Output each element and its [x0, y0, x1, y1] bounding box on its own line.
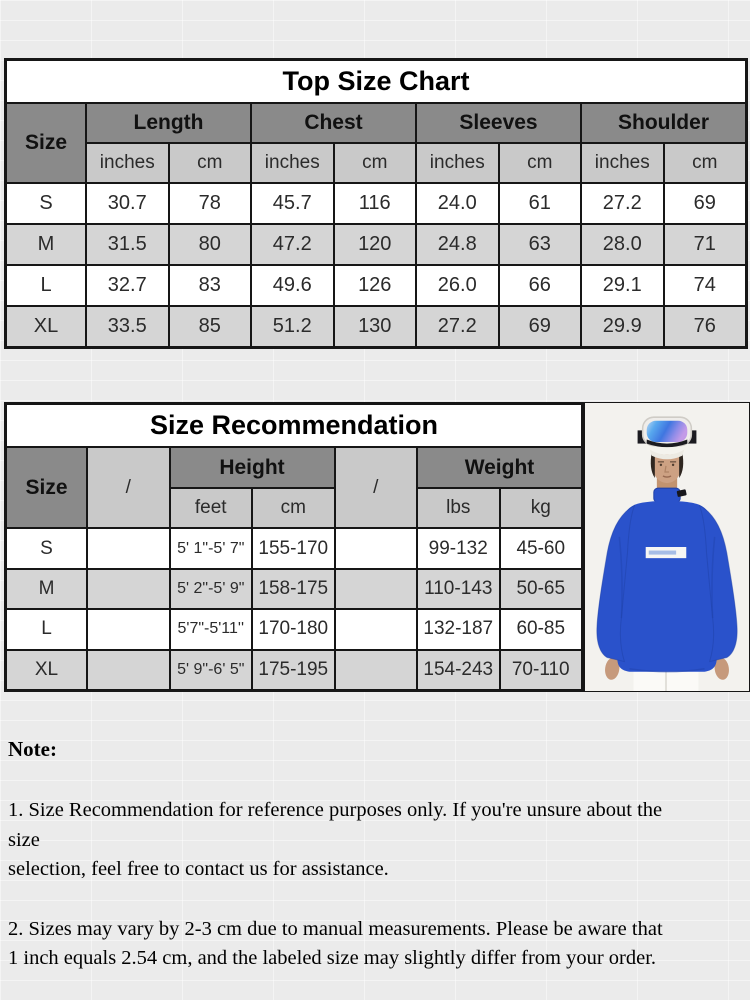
table-row-l: [6, 265, 746, 306]
value-cell: 5' 9"-6' 5": [170, 650, 253, 690]
value-cell: 24.8: [416, 224, 499, 265]
table-title-row: [6, 404, 582, 447]
table-row-s: [6, 183, 746, 224]
value-cell: 116: [334, 183, 417, 224]
table-row-m: [6, 569, 582, 609]
slash-header: /: [335, 447, 418, 528]
value-cell: 83: [169, 265, 252, 306]
table-row-xl: [6, 306, 746, 347]
value-cell: 158-175: [252, 569, 335, 609]
value-cell: 51.2: [251, 306, 334, 347]
size-recommendation-section: [4, 402, 750, 692]
value-cell: 99-132: [417, 528, 500, 568]
unit-header-row: [6, 143, 746, 183]
value-cell: 30.7: [86, 183, 169, 224]
value-cell: 29.9: [581, 306, 664, 347]
top-size-chart-title: Top Size Chart: [6, 60, 746, 103]
value-cell: 32.7: [86, 265, 169, 306]
value-cell: 74: [664, 265, 747, 306]
ski-goggles-icon: [638, 417, 697, 447]
value-cell: 31.5: [86, 224, 169, 265]
value-cell: 71: [664, 224, 747, 265]
size-column-header: Size: [6, 103, 86, 183]
value-cell: 60-85: [500, 609, 583, 649]
height-header: Height: [170, 447, 335, 487]
value-cell: 69: [664, 183, 747, 224]
value-cell: 5' 1"-5' 7": [170, 528, 253, 568]
slash-header: /: [87, 447, 170, 528]
size-column-header: Size: [6, 447, 87, 528]
size-cell: XL: [6, 306, 86, 347]
group-header-row: [6, 447, 582, 487]
empty-cell: [87, 569, 170, 609]
value-cell: 66: [499, 265, 582, 306]
value-cell: 76: [664, 306, 747, 347]
value-cell: 69: [499, 306, 582, 347]
value-cell: 45-60: [500, 528, 583, 568]
unit-header: kg: [500, 488, 583, 528]
value-cell: 26.0: [416, 265, 499, 306]
empty-cell: [87, 528, 170, 568]
model-photo: [583, 403, 749, 691]
value-cell: 5'7"-5'11'': [170, 609, 253, 649]
notes-section: [8, 737, 744, 974]
unit-header: cm: [252, 488, 335, 528]
unit-header: inches: [581, 143, 664, 183]
empty-cell: [335, 650, 418, 690]
value-cell: 70-110: [500, 650, 583, 690]
value-cell: 80: [169, 224, 252, 265]
value-cell: 110-143: [417, 569, 500, 609]
size-cell: S: [6, 183, 86, 224]
unit-header: cm: [499, 143, 582, 183]
table-row-xl: [6, 650, 582, 690]
chest-header: Chest: [251, 103, 416, 143]
size-cell: M: [6, 569, 87, 609]
value-cell: 61: [499, 183, 582, 224]
note-heading: Note:: [8, 737, 57, 761]
size-recommendation-title: Size Recommendation: [6, 404, 582, 447]
size-cell: XL: [6, 650, 87, 690]
unit-header: lbs: [417, 488, 500, 528]
table-title-row: [6, 60, 746, 103]
value-cell: 170-180: [252, 609, 335, 649]
size-cell: M: [6, 224, 86, 265]
value-cell: 78: [169, 183, 252, 224]
model-figure: [585, 403, 749, 691]
unit-header: inches: [416, 143, 499, 183]
value-cell: 33.5: [86, 306, 169, 347]
empty-cell: [335, 609, 418, 649]
value-cell: 154-243: [417, 650, 500, 690]
unit-header: cm: [664, 143, 747, 183]
table-row-m: [6, 224, 746, 265]
shoulder-header: Shoulder: [581, 103, 746, 143]
note-paragraph-1-line-2: size: [8, 828, 40, 851]
top-size-chart-table: [5, 59, 747, 348]
unit-header: feet: [170, 488, 253, 528]
value-cell: 155-170: [252, 528, 335, 568]
value-cell: 5' 2"-5' 9": [170, 569, 253, 609]
size-cell: S: [6, 528, 87, 568]
note-paragraph-1-line-1: 1. Size Recommendation for reference purposes only. If you're unsure about the: [8, 799, 663, 821]
empty-cell: [87, 650, 170, 690]
note-paragraph-2-line-2: 1 inch equals 2.54 cm, and the labeled size may slightly differ from your order.: [8, 947, 657, 969]
size-cell: L: [6, 609, 87, 649]
length-header: Length: [86, 103, 251, 143]
empty-cell: [335, 569, 418, 609]
value-cell: 85: [169, 306, 252, 347]
sleeves-header: Sleeves: [416, 103, 581, 143]
value-cell: 132-187: [417, 609, 500, 649]
unit-header: inches: [86, 143, 169, 183]
value-cell: 24.0: [416, 183, 499, 224]
note-paragraph-1-line-3: selection, feel free to contact us for assistance.: [8, 858, 389, 880]
note-paragraph-2-line-1: 2. Sizes may vary by 2-3 cm due to manual measurements. Please be aware that: [8, 917, 663, 940]
value-cell: 63: [499, 224, 582, 265]
value-cell: 29.1: [581, 265, 664, 306]
empty-cell: [335, 528, 418, 568]
value-cell: 126: [334, 265, 417, 306]
top-size-chart-section: [4, 58, 748, 349]
size-cell: L: [6, 265, 86, 306]
table-row-s: [6, 528, 582, 568]
value-cell: 45.7: [251, 183, 334, 224]
value-cell: 49.6: [251, 265, 334, 306]
unit-header: inches: [251, 143, 334, 183]
empty-cell: [87, 609, 170, 649]
value-cell: 50-65: [500, 569, 583, 609]
value-cell: 28.0: [581, 224, 664, 265]
value-cell: 175-195: [252, 650, 335, 690]
value-cell: 130: [334, 306, 417, 347]
group-header-row: [6, 103, 746, 143]
value-cell: 120: [334, 224, 417, 265]
table-row-l: [6, 609, 582, 649]
weight-header: Weight: [417, 447, 582, 487]
value-cell: 27.2: [416, 306, 499, 347]
chest-label-text: [649, 551, 676, 555]
value-cell: 47.2: [251, 224, 334, 265]
value-cell: 27.2: [581, 183, 664, 224]
size-recommendation-table: [5, 403, 583, 691]
unit-header: cm: [334, 143, 417, 183]
unit-header: cm: [169, 143, 252, 183]
